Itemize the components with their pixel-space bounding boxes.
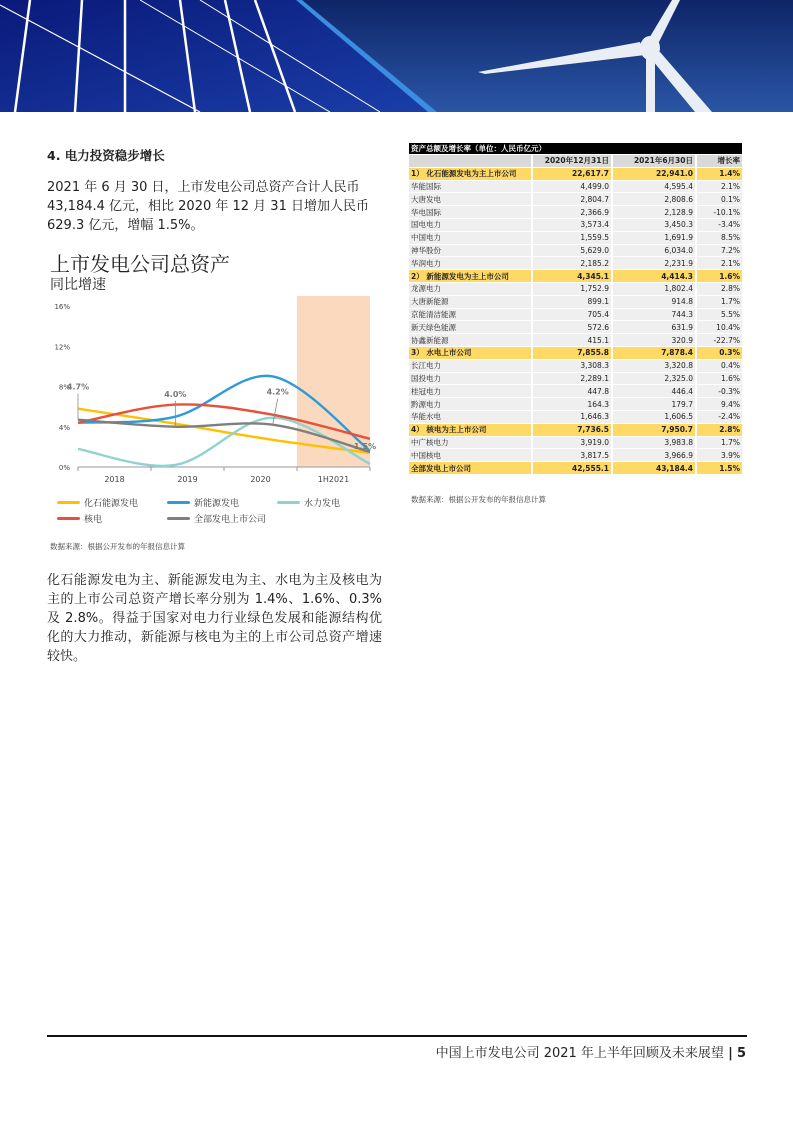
table-cell: 7,855.8 [533, 347, 611, 359]
table-cell: 2,231.9 [613, 257, 695, 269]
table-cell: 4,345.1 [533, 270, 611, 282]
data-label: 4.2% [266, 387, 289, 397]
y-tick-label: 16% [54, 303, 70, 311]
column-header: 2020年12月31日 [533, 155, 611, 167]
legend-item [167, 512, 266, 525]
table-cell: 1.7% [697, 296, 742, 308]
table-row [409, 411, 742, 423]
y-tick-label: 12% [54, 343, 70, 352]
table-cell: 446.4 [613, 385, 695, 397]
table-cell: 神华股份 [409, 245, 531, 257]
table-cell: 3,983.8 [613, 437, 695, 449]
table-cell: 914.8 [613, 296, 695, 308]
table-cell: 179.7 [613, 398, 695, 410]
table-cell: 桂冠电力 [409, 385, 531, 397]
table-cell: 2.1% [697, 181, 742, 193]
table-cell: 黔源电力 [409, 398, 531, 410]
conclusion-paragraph: 化石能源发电为主、新能源发电为主、水电为主及核电为主的上市公司总资产增长率分别为 1.4%、1.6%、0.3%及 2.8%。得益于国家对电力行业绿色发展和能源结构优化的大力推动，新能源与核电为主的上市公司总资产增速较快。 [47, 573, 382, 664]
table-cell: 1,646.3 [533, 411, 611, 423]
legend-label: 核电 [84, 515, 103, 525]
table-cell: 10.4% [697, 321, 742, 333]
footer-divider [47, 1035, 747, 1037]
table-cell: 2,185.2 [533, 257, 611, 269]
table-cell: 447.8 [533, 385, 611, 397]
x-tick-label: 2020 [250, 475, 271, 484]
chart-title: 上市发电公司总资产 [50, 252, 230, 276]
table-cell: 0.1% [697, 193, 742, 205]
legend-swatch [167, 501, 190, 504]
legend-label: 全部发电上市公司 [194, 515, 267, 525]
table-cell: 3,573.4 [533, 219, 611, 231]
table-row [409, 245, 742, 257]
table-group-row [409, 168, 742, 180]
page-number: 5 [736, 1046, 746, 1061]
table-cell: 2.1% [697, 257, 742, 269]
table-cell: 2,366.9 [533, 206, 611, 218]
table-row [409, 360, 742, 372]
table-row [409, 309, 742, 321]
table-cell: 2.8% [697, 283, 742, 295]
table-cell: 22,941.0 [613, 168, 695, 180]
legend-swatch [57, 517, 80, 520]
table-cell: 3,320.8 [613, 360, 695, 372]
data-label-leader [273, 399, 278, 425]
data-label: 4.7% [66, 382, 90, 392]
table-cell: 3,919.0 [533, 437, 611, 449]
table-cell: 1,802.4 [613, 283, 695, 295]
legend-swatch [167, 517, 190, 520]
footer-separator: | [728, 1046, 733, 1061]
table-row [409, 283, 742, 295]
table-cell: 龙源电力 [409, 283, 531, 295]
table-cell: -0.3% [697, 385, 742, 397]
table-cell: 3,450.3 [613, 219, 695, 231]
table-cell: 1,752.9 [533, 283, 611, 295]
table-cell: 4,595.4 [613, 181, 695, 193]
data-label: 1.5% [353, 441, 377, 451]
legend-item [57, 512, 102, 525]
table-row [409, 449, 742, 461]
header-banner-image [0, 0, 793, 112]
table-cell: 中国电力 [409, 232, 531, 244]
table-row [409, 398, 742, 410]
table-cell: 京能清洁能源 [409, 309, 531, 321]
table-cell: 国投电力 [409, 373, 531, 385]
table-row [409, 193, 742, 205]
chart-source-note: 数据来源：根据公开发布的年报信息计算 [50, 542, 185, 551]
column-header: 增长率 [697, 155, 742, 167]
table-cell: 22,617.7 [533, 168, 611, 180]
table-cell: 3） 水电上市公司 [409, 347, 531, 359]
table-cell: 长江电力 [409, 360, 531, 372]
table-cell: 1,559.5 [533, 232, 611, 244]
table-cell: 42,555.1 [533, 462, 611, 474]
table-cell: 华电国际 [409, 206, 531, 218]
x-tick-label: 2018 [104, 475, 125, 484]
table-cell: 572.6 [533, 321, 611, 333]
table-cell: 705.4 [533, 309, 611, 321]
table-cell: 2.8% [697, 424, 742, 436]
table-cell: 1.5% [697, 462, 742, 474]
table-cell: 0.3% [697, 347, 742, 359]
table-cell: 7,736.5 [533, 424, 611, 436]
table-cell: 大唐新能源 [409, 296, 531, 308]
legend-swatch [57, 501, 80, 504]
table-cell: 8.5% [697, 232, 742, 244]
table-group-row [409, 424, 742, 436]
intro-paragraph: 2021 年 6 月 30 日，上市发电公司总资产合计人民币 43,184.4 亿元，相比 2020 年 12 月 31 日增加人民币 629.3 亿元，增幅 1.5%。 [47, 180, 369, 233]
table-row [409, 385, 742, 397]
table-group-row [409, 462, 742, 474]
table-cell: 9.4% [697, 398, 742, 410]
y-tick-label: 8% [58, 383, 70, 392]
legend-item [167, 496, 239, 509]
table-cell: 1.6% [697, 270, 742, 282]
table-cell: 3,817.5 [533, 449, 611, 461]
table-row [409, 373, 742, 385]
x-tick-label: 2019 [177, 475, 198, 484]
table-cell: 2,128.9 [613, 206, 695, 218]
table-row [409, 219, 742, 231]
table-cell: 4,414.3 [613, 270, 695, 282]
column-header: 2021年6月30日 [613, 155, 695, 167]
x-tick-label: 1H2021 [317, 475, 350, 484]
table-cell: 2,325.0 [613, 373, 695, 385]
table-cell: 4） 核电为主上市公司 [409, 424, 531, 436]
legend-item [277, 496, 340, 509]
section-heading: 4. 电力投资稳步增长 [47, 148, 165, 163]
table-cell: -10.1% [697, 206, 742, 218]
total-assets-table [407, 142, 744, 475]
table-cell: 3,308.3 [533, 360, 611, 372]
table-cell: 4,499.0 [533, 181, 611, 193]
y-tick-label: 4% [58, 423, 70, 432]
table-cell: -2.4% [697, 411, 742, 423]
legend-label: 新能源发电 [194, 499, 240, 509]
footer [436, 1042, 746, 1061]
y-tick-label: 0% [58, 464, 70, 472]
legend-item [57, 496, 138, 509]
table-row [409, 334, 742, 346]
table-cell: 164.3 [533, 398, 611, 410]
table-cell: 1.6% [697, 373, 742, 385]
table-group-row [409, 347, 742, 359]
table-cell: 1.7% [697, 437, 742, 449]
table-caption-row [409, 143, 742, 154]
table-cell: 5.5% [697, 309, 742, 321]
table-cell: 1） 化石能源发电为主上市公司 [409, 168, 531, 180]
chart-subtitle: 同比增速 [50, 277, 106, 293]
table-cell: -22.7% [697, 334, 742, 346]
table-cell: 3,966.9 [613, 449, 695, 461]
table-caption: 资产总额及增长率（单位：人民币亿元） [409, 143, 742, 154]
table-cell: 320.9 [613, 334, 695, 346]
table-cell: 华润电力 [409, 257, 531, 269]
data-label: 4.0% [164, 389, 187, 399]
growth-line-chart [45, 295, 380, 495]
table-cell: 2,804.7 [533, 193, 611, 205]
table-cell: 中广核电力 [409, 437, 531, 449]
table-cell: 华能国际 [409, 181, 531, 193]
legend-swatch [277, 501, 300, 504]
table-cell: 2,289.1 [533, 373, 611, 385]
table-header-row [409, 155, 742, 167]
table-cell: 国电电力 [409, 219, 531, 231]
table-cell: 中国核电 [409, 449, 531, 461]
table-cell: 华能水电 [409, 411, 531, 423]
table-row [409, 181, 742, 193]
table-cell: 2,808.6 [613, 193, 695, 205]
table-cell: 全部发电上市公司 [409, 462, 531, 474]
table-row [409, 257, 742, 269]
table-cell: 0.4% [697, 360, 742, 372]
legend-label: 化石能源发电 [84, 499, 139, 509]
table-row [409, 206, 742, 218]
table-row [409, 296, 742, 308]
table-cell: 1,606.5 [613, 411, 695, 423]
table-cell: 1,691.9 [613, 232, 695, 244]
table-cell: 7,878.4 [613, 347, 695, 359]
table-cell: 1.4% [697, 168, 742, 180]
table-cell: 7.2% [697, 245, 742, 257]
table-cell: 7,950.7 [613, 424, 695, 436]
table-cell: 6,034.0 [613, 245, 695, 257]
table-row [409, 321, 742, 333]
table-cell: 899.1 [533, 296, 611, 308]
table-cell: 631.9 [613, 321, 695, 333]
table-row [409, 437, 742, 449]
table-cell: 5,629.0 [533, 245, 611, 257]
column-header [409, 155, 531, 167]
table-cell: 协鑫新能源 [409, 334, 531, 346]
table-cell: 3.9% [697, 449, 742, 461]
table-cell: 新天绿色能源 [409, 321, 531, 333]
table-row [409, 232, 742, 244]
table-cell: -3.4% [697, 219, 742, 231]
table-cell: 744.3 [613, 309, 695, 321]
table-source-note: 数据来源：根据公开发布的年报信息计算 [411, 495, 546, 504]
table-group-row [409, 270, 742, 282]
table-cell: 2） 新能源发电为主上市公司 [409, 270, 531, 282]
table-cell: 415.1 [533, 334, 611, 346]
legend-label: 水力发电 [304, 499, 341, 509]
table-cell: 43,184.4 [613, 462, 695, 474]
footer-title: 中国上市发电公司 2021 年上半年回顾及未来展望 [435, 1046, 724, 1061]
table-cell: 大唐发电 [409, 193, 531, 205]
